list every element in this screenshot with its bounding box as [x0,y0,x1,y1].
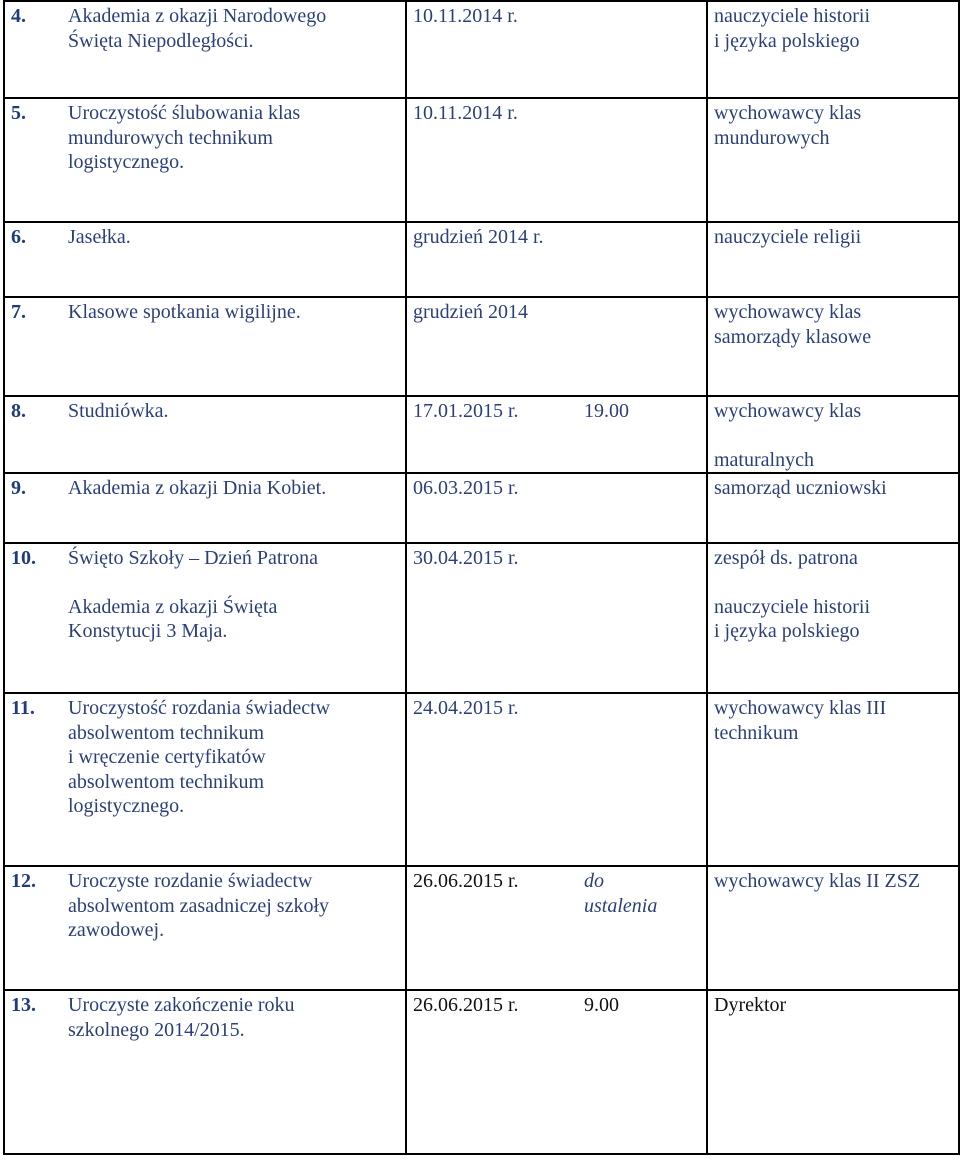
event-line: Święto Szkoły – Dzień Patrona [68,547,318,569]
row-number: 11. [4,693,66,866]
table-row [4,473,959,543]
event-cell [66,98,406,222]
event-line: Klasowe spotkania wigilijne. [68,301,301,323]
hour-cell: 19.00 [584,396,707,473]
event-line: szkolnego 2014/2015. [68,1018,245,1041]
date-cell: 17.01.2015 r. [406,396,584,473]
event-line: Akademia z okazji Narodowego [68,5,327,27]
table-row [4,98,959,222]
event-line: logistycznego. [68,151,185,173]
event-line: Konstytucji 3 Maja. [68,620,228,642]
date-cell: 24.04.2015 r. [406,693,584,866]
hour-cell [584,473,707,543]
responsible-line: mundurowych [714,126,830,149]
responsible-cell [707,396,959,473]
event-cell [66,473,406,543]
row-number: 8. [4,396,66,473]
table-row [4,396,959,473]
event-line: mundurowych technikum [68,126,273,149]
row-number: 7. [4,297,66,396]
row-number: 6. [4,222,66,297]
responsible-line: wychowawcy klas [714,301,862,323]
row-number: 5. [4,98,66,222]
event-cell [66,1,406,98]
responsible-line [714,571,958,595]
responsible-line: wychowawcy klas III [714,697,887,719]
responsible-cell [707,297,959,396]
event-line: absolwentom technikum [68,770,265,793]
row-number: 13. [4,990,66,1154]
date-cell: 26.06.2015 r. [406,990,584,1154]
table-row [4,297,959,396]
event-line: Studniówka. [68,400,169,422]
date-cell: grudzień 2014 r. [406,222,584,297]
event-line [68,571,405,595]
hour-cell: 9.00 [584,990,707,1154]
event-line: Uroczystość ślubowania klas [68,102,301,124]
table-row [4,543,959,693]
event-line: Akademia z okazji Święta [68,595,278,618]
event-line: Uroczyste rozdanie świadectw [68,870,313,892]
event-line: i wręczenie certyfikatów [68,746,266,768]
event-line: Akademia z okazji Dnia Kobiet. [68,477,327,499]
event-line: Święta Niepodległości. [68,29,254,52]
event-cell [66,990,406,1154]
hour-cell [584,98,707,222]
responsible-cell [707,98,959,222]
responsible-cell [707,543,959,693]
date-cell: 26.06.2015 r. [406,866,584,990]
event-line: Uroczyste zakończenie roku [68,994,295,1016]
responsible-line: Dyrektor [714,994,787,1016]
responsible-line: nauczyciele religii [714,226,862,248]
responsible-line: wychowawcy klas [714,102,862,124]
responsible-cell [707,473,959,543]
event-cell [66,297,406,396]
responsible-line: maturalnych [714,448,814,471]
table-row [4,222,959,297]
responsible-line: nauczyciele historii [714,5,871,27]
hour-cell [584,297,707,396]
table-row [4,866,959,990]
responsible-line: wychowawcy klas [714,400,862,422]
responsible-line: samorządy klasowe [714,325,872,348]
responsible-line: i języka polskiego [714,29,860,52]
event-cell [66,396,406,473]
event-cell [66,866,406,990]
event-cell [66,222,406,297]
row-number: 4. [4,1,66,98]
table-row [4,1,959,98]
row-number: 10. [4,543,66,693]
table-row [4,693,959,866]
hour-cell [584,1,707,98]
responsible-cell [707,866,959,990]
responsible-cell [707,990,959,1154]
event-cell [66,693,406,866]
responsible-cell [707,693,959,866]
date-cell: 10.11.2014 r. [406,98,584,222]
date-cell: grudzień 2014 [406,297,584,396]
schedule-table [3,0,960,1155]
responsible-line: zespół ds. patrona [714,547,858,569]
row-number: 12. [4,866,66,990]
table-row [4,990,959,1154]
event-line: logistycznego. [68,795,185,817]
event-line: zawodowej. [68,919,165,941]
hour-cell [584,222,707,297]
responsible-line: i języka polskiego [714,620,860,642]
responsible-line: samorząd uczniowski [714,477,887,499]
responsible-line: wychowawcy klas II ZSZ [714,870,921,892]
event-line: Jasełka. [68,226,131,248]
date-cell: 30.04.2015 r. [406,543,584,693]
date-cell: 10.11.2014 r. [406,1,584,98]
event-cell [66,543,406,693]
responsible-line [714,424,958,448]
event-line: absolwentom zasadniczej szkoły [68,894,330,917]
hour-cell: do ustalenia [584,866,707,990]
responsible-cell [707,1,959,98]
event-line: Uroczystość rozdania świadectw [68,697,331,719]
date-cell: 06.03.2015 r. [406,473,584,543]
responsible-cell [707,222,959,297]
hour-cell [584,543,707,693]
hour-cell [584,693,707,866]
row-number: 9. [4,473,66,543]
responsible-line: technikum [714,721,799,744]
event-line: absolwentom technikum [68,721,265,744]
responsible-line: nauczyciele historii [714,595,871,618]
